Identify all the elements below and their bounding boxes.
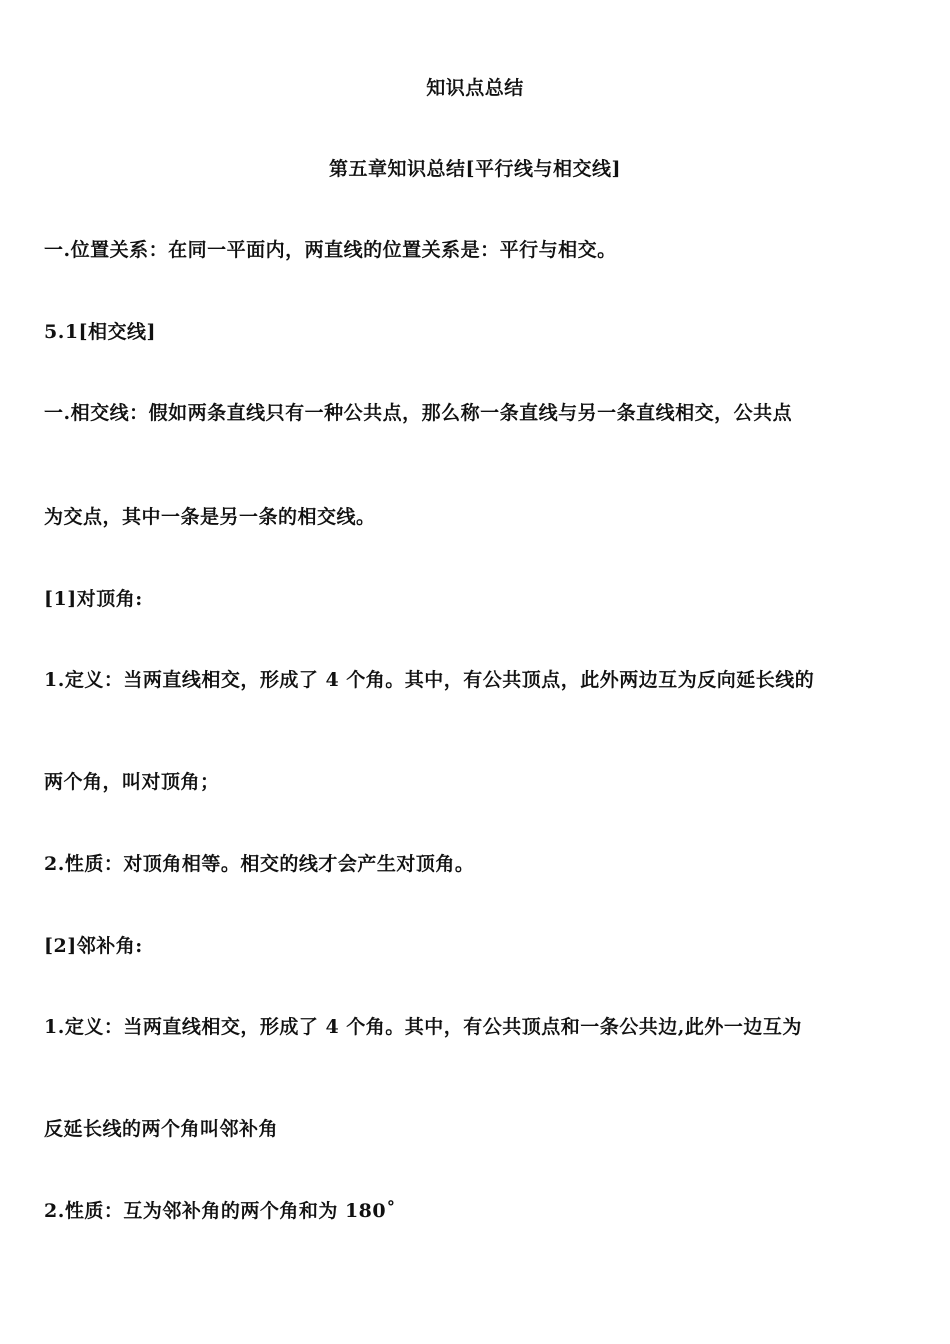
- document-title: 知识点总结: [426, 77, 524, 99]
- paragraph-line: 2.性质：对顶角相等。相交的线才会产生对顶角。: [44, 853, 475, 875]
- subheading-adjacent-supplementary-angles: [2]邻补角:: [44, 935, 143, 957]
- paragraph-line: 为交点，其中一条是另一条的相交线。: [44, 506, 376, 528]
- paragraph-line: 2.性质：互为邻补角的两个角和为 180˚: [44, 1200, 397, 1222]
- section-heading-intersecting-lines: 5.1[相交线]: [44, 321, 157, 343]
- subheading-vertical-angles: [1]对顶角:: [44, 588, 143, 610]
- paragraph-line: 反延长线的两个角叫邻补角: [44, 1118, 279, 1140]
- section-position-relation: 一.位置关系：在同一平面内，两直线的位置关系是：平行与相交。: [44, 239, 617, 261]
- paragraph-line: 一.相交线：假如两条直线只有一种公共点，那么称一条直线与另一条直线相交，公共点: [44, 402, 793, 424]
- paragraph-line: 1.定义：当两直线相交，形成了 4 个角。其中，有公共顶点和一条公共边,此外一边互为: [44, 1016, 802, 1038]
- paragraph-line: 两个角，叫对顶角；: [44, 771, 220, 793]
- paragraph-line: 1.定义：当两直线相交，形成了 4 个角。其中，有公共顶点，此外两边互为反向延长线的: [44, 669, 815, 691]
- chapter-title: 第五章知识总结[平行线与相交线]: [329, 158, 621, 180]
